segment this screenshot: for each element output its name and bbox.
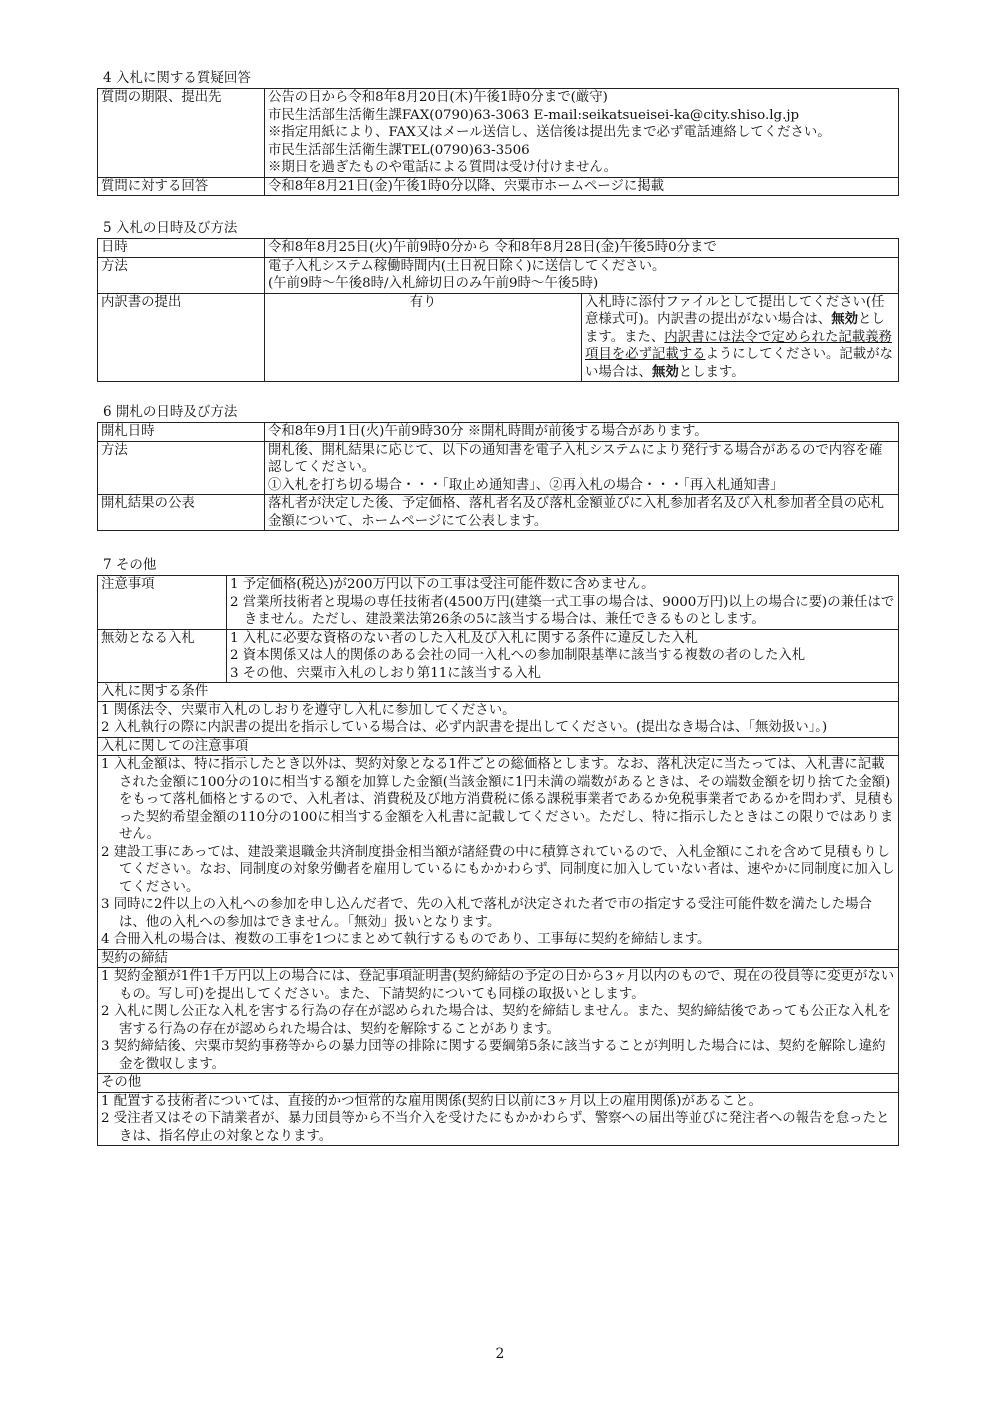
block-header-text: 入札に関しての注意事項 <box>98 737 899 756</box>
list-item: 1 契約金額が1件1千万円以上の場合には、登記事項証明書(契約締結の予定の日から3ヶ月以内のもので、現在の役員等に変更がないもの。写し可)を提出してください。また、下請契約についても同様の取扱いとします。 <box>101 969 895 1002</box>
table-row <box>98 423 899 442</box>
text-line: ※指定用紙により、FAX又はメール送信し、送信後は提出先まで必ず電話連絡してください。 <box>268 125 831 140</box>
table-row <box>98 293 899 382</box>
list-item: 3 同時に2件以上の入札への参加を申し込んだ者で、先の入札で落札が決定された者で市の指定する受注可能件数を満たした場合は、他の入札への参加はできません。「無効」扱いとなります。 <box>101 897 872 930</box>
section-7-title: 7 その他 <box>103 557 157 573</box>
emphasis-invalid: 無効 <box>831 311 859 327</box>
table-row <box>98 257 899 293</box>
opening-table <box>97 422 899 531</box>
text-line: 市民生活部生活衛生課TEL(0790)63-3506 <box>268 142 530 158</box>
qa-table <box>97 88 899 196</box>
block-header <box>98 683 899 702</box>
text-line: 電子入札システム稼働時間内(土日祝日除く)に送信してください。 <box>268 258 666 274</box>
row-label: 内訳書の提出 <box>98 293 265 382</box>
block-header <box>98 949 899 968</box>
text-run: とします。 <box>678 364 745 380</box>
list-item: 4 合冊入札の場合は、複数の工事を1つにまとめて執行するものであり、工事毎に契約を締結します。 <box>101 932 711 947</box>
block-body <box>98 968 899 1074</box>
row-label: 無効となる入札 <box>98 629 227 683</box>
text-line: (午前9時～午後8時/入札締切日のみ午前9時～午後5時) <box>268 276 599 291</box>
text-run: ようにしてください。記載がない場合は、 <box>585 347 893 380</box>
table-row <box>98 441 899 495</box>
table-row <box>98 1092 899 1146</box>
text-run: 入札時に添付ファイルとして提出してください(任意様式可)。内訳書の提出がない場合は、 <box>585 294 885 327</box>
text-run: とします。また、 <box>585 312 885 345</box>
block-body <box>98 756 899 950</box>
section-6-title: 6 開札の日時及び方法 <box>103 404 238 420</box>
list-item: 2 入札に関し公正な入札を害する行為の存在が認められた場合は、契約を締結しません。また、契約締結後であっても公正な入札を害する行為の存在が認められた場合は、契約を解除することがあります。 <box>101 1004 892 1037</box>
list-item: 2 入札執行の際に内訳書の提出を指示している場合は、必ず内訳書を提出してください。(提出なき場合は、「無効扱い」。) <box>101 720 828 735</box>
table-row <box>98 576 899 630</box>
section-4-title: 4 入札に関する質疑回答 <box>103 70 251 86</box>
list-item: 1 配置する技術者については、直接的かつ恒常的な雇用関係(契約日以前に3ヶ月以上の雇用関係)があること。 <box>101 1093 762 1109</box>
row-label: 注意事項 <box>98 576 227 630</box>
list-item: 3 契約締結後、宍粟市契約事務等からの暴力団等の排除に関する要綱第5条に該当することが判明した場合には、契約を解除し違約金を徴収します。 <box>101 1039 886 1072</box>
list-item: 1 入札金額は、特に指示したとき以外は、契約対象となる1件ごとの総価格とします。なお、落札決定に当たっては、入札書に記載された金額に100分の10に相当する額を加算した金額(当該金額に1円未満の端数があるときは、その端数金額を切り捨てた金額)をもって落札価格とするので、入札者は、消費税及び地方消費税に係る課税事業者であるか免税事業者であるかを問わず、見積もった契約希望金額の110分の100に相当する金額を入札書に記載してください。ただし、特に指示したときはこの限りではありません。 <box>101 757 895 842</box>
row-value <box>265 257 899 293</box>
underlined-text: 内訳書には法令で定められた記載義務項目を必ず記載する <box>585 329 892 362</box>
text-line: ※期日を過ぎたものや電話による質問は受け付けません。 <box>268 160 617 175</box>
table-row <box>98 756 899 950</box>
table-row <box>98 629 899 683</box>
row-value <box>265 89 899 178</box>
bid-method-table <box>97 238 899 382</box>
text-line: 市民生活部生活衛生課FAX(0790)63-3063 E-mail:seikatsueisei-ka@city.shiso.lg.jp <box>268 107 800 123</box>
table-row <box>98 495 899 531</box>
row-value: 落札者が決定した後、予定価格、落札者名及び落札金額並びに入札参加者名及び入札参加者全員の応札金額について、ホームページにて公表します。 <box>265 495 899 531</box>
row-label: 方法 <box>98 441 265 495</box>
list-item: 2 建設工事にあっては、建設業退職金共済制度掛金相当額が諸経費の中に積算されているので、入札金額にこれを含めて見積もりしてください。なお、同制度の対象労働者を雇用しているにもかかわらず、同制度に加入していない者は、速やかに同制度に加入してください。 <box>101 844 895 895</box>
row-value <box>265 441 899 495</box>
breakdown-required: 有り <box>265 293 582 382</box>
row-label: 質問の期限、提出先 <box>98 89 265 178</box>
list-item: 1 予定価格(税込)が200万円以下の工事は受注可能件数に含めません。 <box>230 577 655 592</box>
table-row <box>98 89 899 178</box>
emphasis-invalid: 無効 <box>651 363 679 380</box>
text-line: ①入札を打ち切る場合・・・「取止め通知書」、②再入札の場合・・・「再入札通知書」 <box>268 477 784 493</box>
row-label: 開札日時 <box>98 423 265 442</box>
list-item: 2 営業所技術者と現場の専任技術者(4500万円(建築一式工事の場合は、9000万円)以上の場合に要)の兼任はできません。ただし、建設業法第26条の5に該当する場合は、兼任できるものとします。 <box>230 594 895 627</box>
row-label: 開札結果の公表 <box>98 495 265 531</box>
block-body <box>98 1092 899 1146</box>
text-line: 開札後、開札結果に応じて、以下の通知書を電子入札システムにより発行する場合があるので内容を確認してください。 <box>268 442 883 475</box>
list-item: 1 関係法令、宍粟市入札のしおりを遵守し入札に参加してください。 <box>101 702 516 718</box>
block-header-text: 入札に関する条件 <box>98 683 899 702</box>
table-row <box>98 968 899 1074</box>
block-header <box>98 737 899 756</box>
row-value: 令和8年8月25日(火)午前9時0分から 令和8年8月28日(金)午後5時0分まで <box>265 239 899 258</box>
other-table <box>97 575 899 1146</box>
list-item: 3 その他、宍粟市入札のしおり第11に該当する入札 <box>230 665 542 681</box>
section-5-title: 5 入札の日時及び方法 <box>103 220 238 236</box>
row-value: 令和8年9月1日(火)午前9時30分 ※開札時間が前後する場合があります。 <box>265 423 899 442</box>
row-value: 令和8年8月21日(金)午後1時0分以降、宍粟市ホームページに掲載 <box>265 177 899 196</box>
list-item: 2 受注者又はその下請業者が、暴力団員等から不当介入を受けたにもかかわらず、警察への届出等並びに発注者への報告を怠ったときは、指名停止の対象となります。 <box>101 1111 890 1144</box>
row-label: 方法 <box>98 257 265 293</box>
table-row <box>98 701 899 737</box>
block-header <box>98 1074 899 1093</box>
block-body <box>98 701 899 737</box>
list-item: 1 入札に必要な資格のない者のした入札及び入札に関する条件に違反した入札 <box>230 630 699 646</box>
table-row <box>98 239 899 258</box>
list-item: 2 資本関係又は人的関係のある会社の同一入札への参加制限基準に該当する複数の者のした入札 <box>230 648 806 663</box>
document-page <box>97 66 901 1146</box>
table-row <box>98 177 899 196</box>
row-label: 日時 <box>98 239 265 258</box>
block-header-text: 契約の締結 <box>98 949 899 968</box>
block-header-text: その他 <box>98 1074 899 1093</box>
row-value <box>227 576 899 630</box>
row-value <box>227 629 899 683</box>
text-line: 公告の日から令和8年8月20日(木)午後1時0分まで(厳守) <box>268 90 608 105</box>
page-number: 2 <box>495 1346 505 1362</box>
breakdown-note <box>582 293 899 382</box>
row-label: 質問に対する回答 <box>98 177 265 196</box>
